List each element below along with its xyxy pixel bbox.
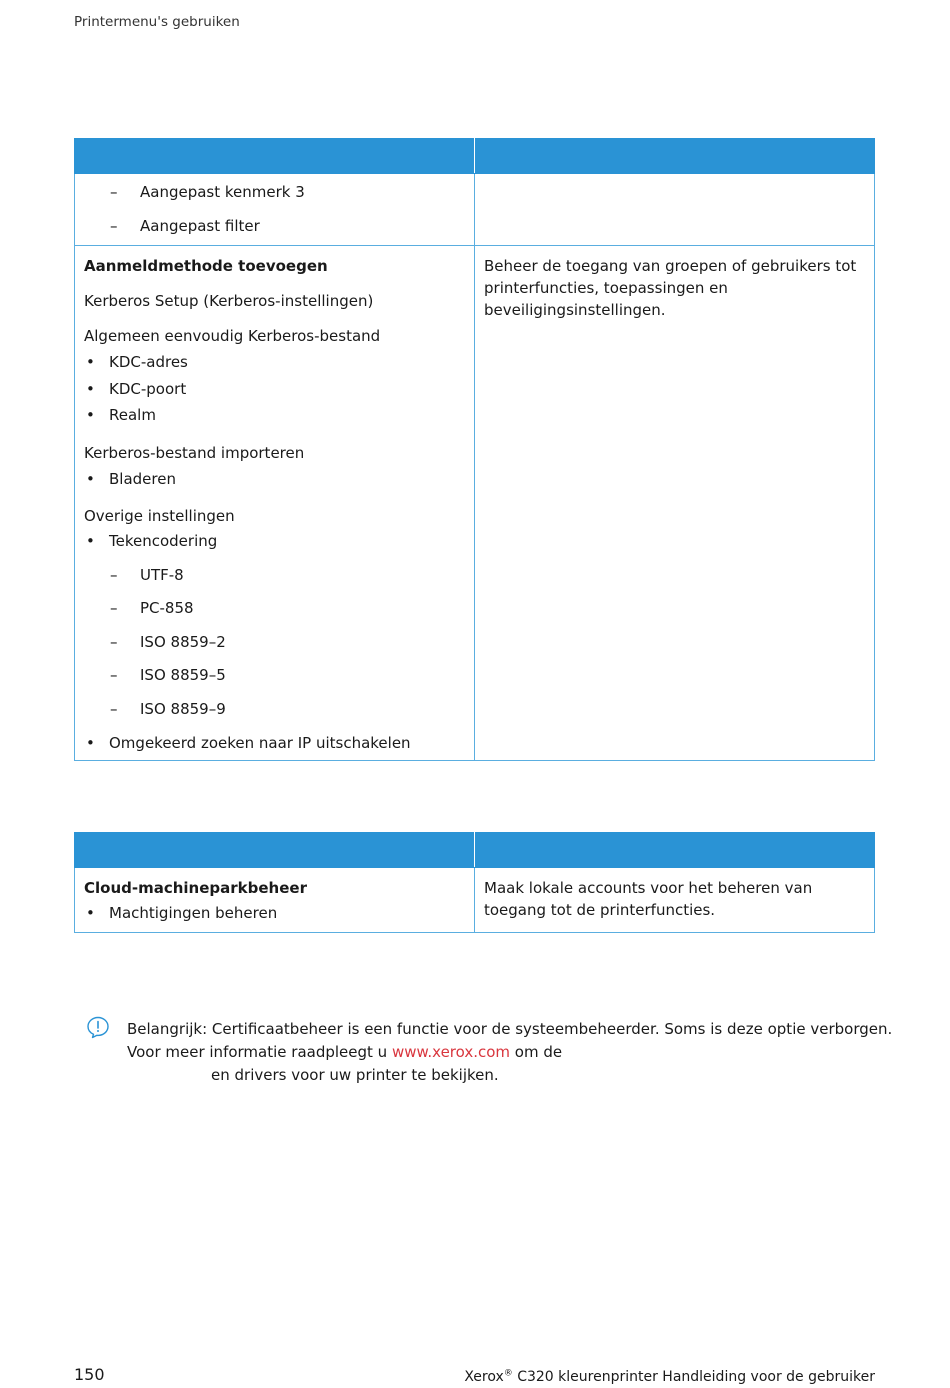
bullet-item: • Omgekeerd zoeken naar IP uitschakelen: [84, 730, 465, 757]
footer-title: [464, 1366, 875, 1388]
registered-mark: ®: [503, 1368, 513, 1379]
bullet-item: • KDC-adres: [84, 349, 465, 376]
dash-item: – ISO 8859–9: [84, 693, 465, 727]
table-header-cell-left: [75, 833, 475, 868]
bullet-item: • Realm: [84, 402, 465, 429]
menu-label: Kerberos Setup (Kerberos-instellingen): [84, 292, 374, 310]
menu-label: Overige instellingen: [84, 507, 235, 525]
dash-item: – Aangepast filter: [84, 210, 465, 244]
settings-table-1: [74, 138, 875, 761]
info-icon: [86, 1015, 110, 1039]
table-row: [75, 246, 875, 761]
table-header-row: [75, 139, 875, 174]
description-cell: [475, 246, 875, 761]
note-line: [127, 1041, 887, 1064]
bullet-item: • Machtigingen beheren: [84, 900, 465, 927]
menu-heading: Cloud-machineparkbeheer: [84, 879, 307, 897]
menu-label: Algemeen eenvoudig Kerberos-bestand: [84, 327, 381, 345]
menu-item-cell: [75, 174, 475, 246]
running-header: Printermenu's gebruiken: [74, 14, 240, 30]
bullet-item: • Bladeren: [84, 466, 465, 493]
bullet-item: • Tekencodering: [84, 528, 465, 555]
description-cell: [475, 868, 875, 933]
menu-heading: Aanmeldmethode toevoegen: [84, 257, 328, 275]
note-text: Voor meer informatie raadpleegt u: [127, 1043, 392, 1061]
dash-item: – ISO 8859–5: [84, 659, 465, 693]
note-line: en drivers voor uw printer te bekijken.: [211, 1066, 499, 1084]
menu-item-cell: [75, 246, 475, 761]
note-line: Belangrijk: Certificaatbeheer is een functie voor de systeembeheerder. Soms is deze optie verborgen.: [127, 1020, 893, 1038]
bullet-item: • KDC-poort: [84, 376, 465, 403]
xerox-link[interactable]: www.xerox.com: [391, 1043, 511, 1061]
page-number: 150: [74, 1365, 105, 1384]
table-header-cell-right: [475, 833, 875, 868]
dash-item: – ISO 8859–2: [84, 626, 465, 660]
dash-item: – UTF-8: [84, 559, 465, 593]
table-header-row: [75, 833, 875, 868]
table-header-cell-right: [475, 139, 875, 174]
description-text: Maak lokale accounts voor het beheren van toegang tot de printerfuncties.: [484, 879, 813, 919]
description-text: Beheer de toegang van groepen of gebruikers tot printerfuncties, toepassingen en beveiligingsinstellingen.: [484, 257, 857, 319]
footer-brand: Xerox: [464, 1369, 504, 1385]
menu-label: Kerberos-bestand importeren: [84, 443, 305, 462]
settings-table-2: [74, 832, 875, 933]
table-header-cell-left: [75, 139, 475, 174]
table-row: [75, 868, 875, 933]
menu-item-cell: [75, 868, 475, 933]
table-row: [75, 174, 875, 246]
footer-doc-title: C320 kleurenprinter Handleiding voor de gebruiker: [512, 1369, 875, 1385]
dash-item: – PC-858: [84, 592, 465, 626]
dash-item: – Aangepast kenmerk 3: [84, 176, 465, 210]
description-cell: [475, 174, 875, 246]
note-text: om de: [510, 1043, 563, 1061]
